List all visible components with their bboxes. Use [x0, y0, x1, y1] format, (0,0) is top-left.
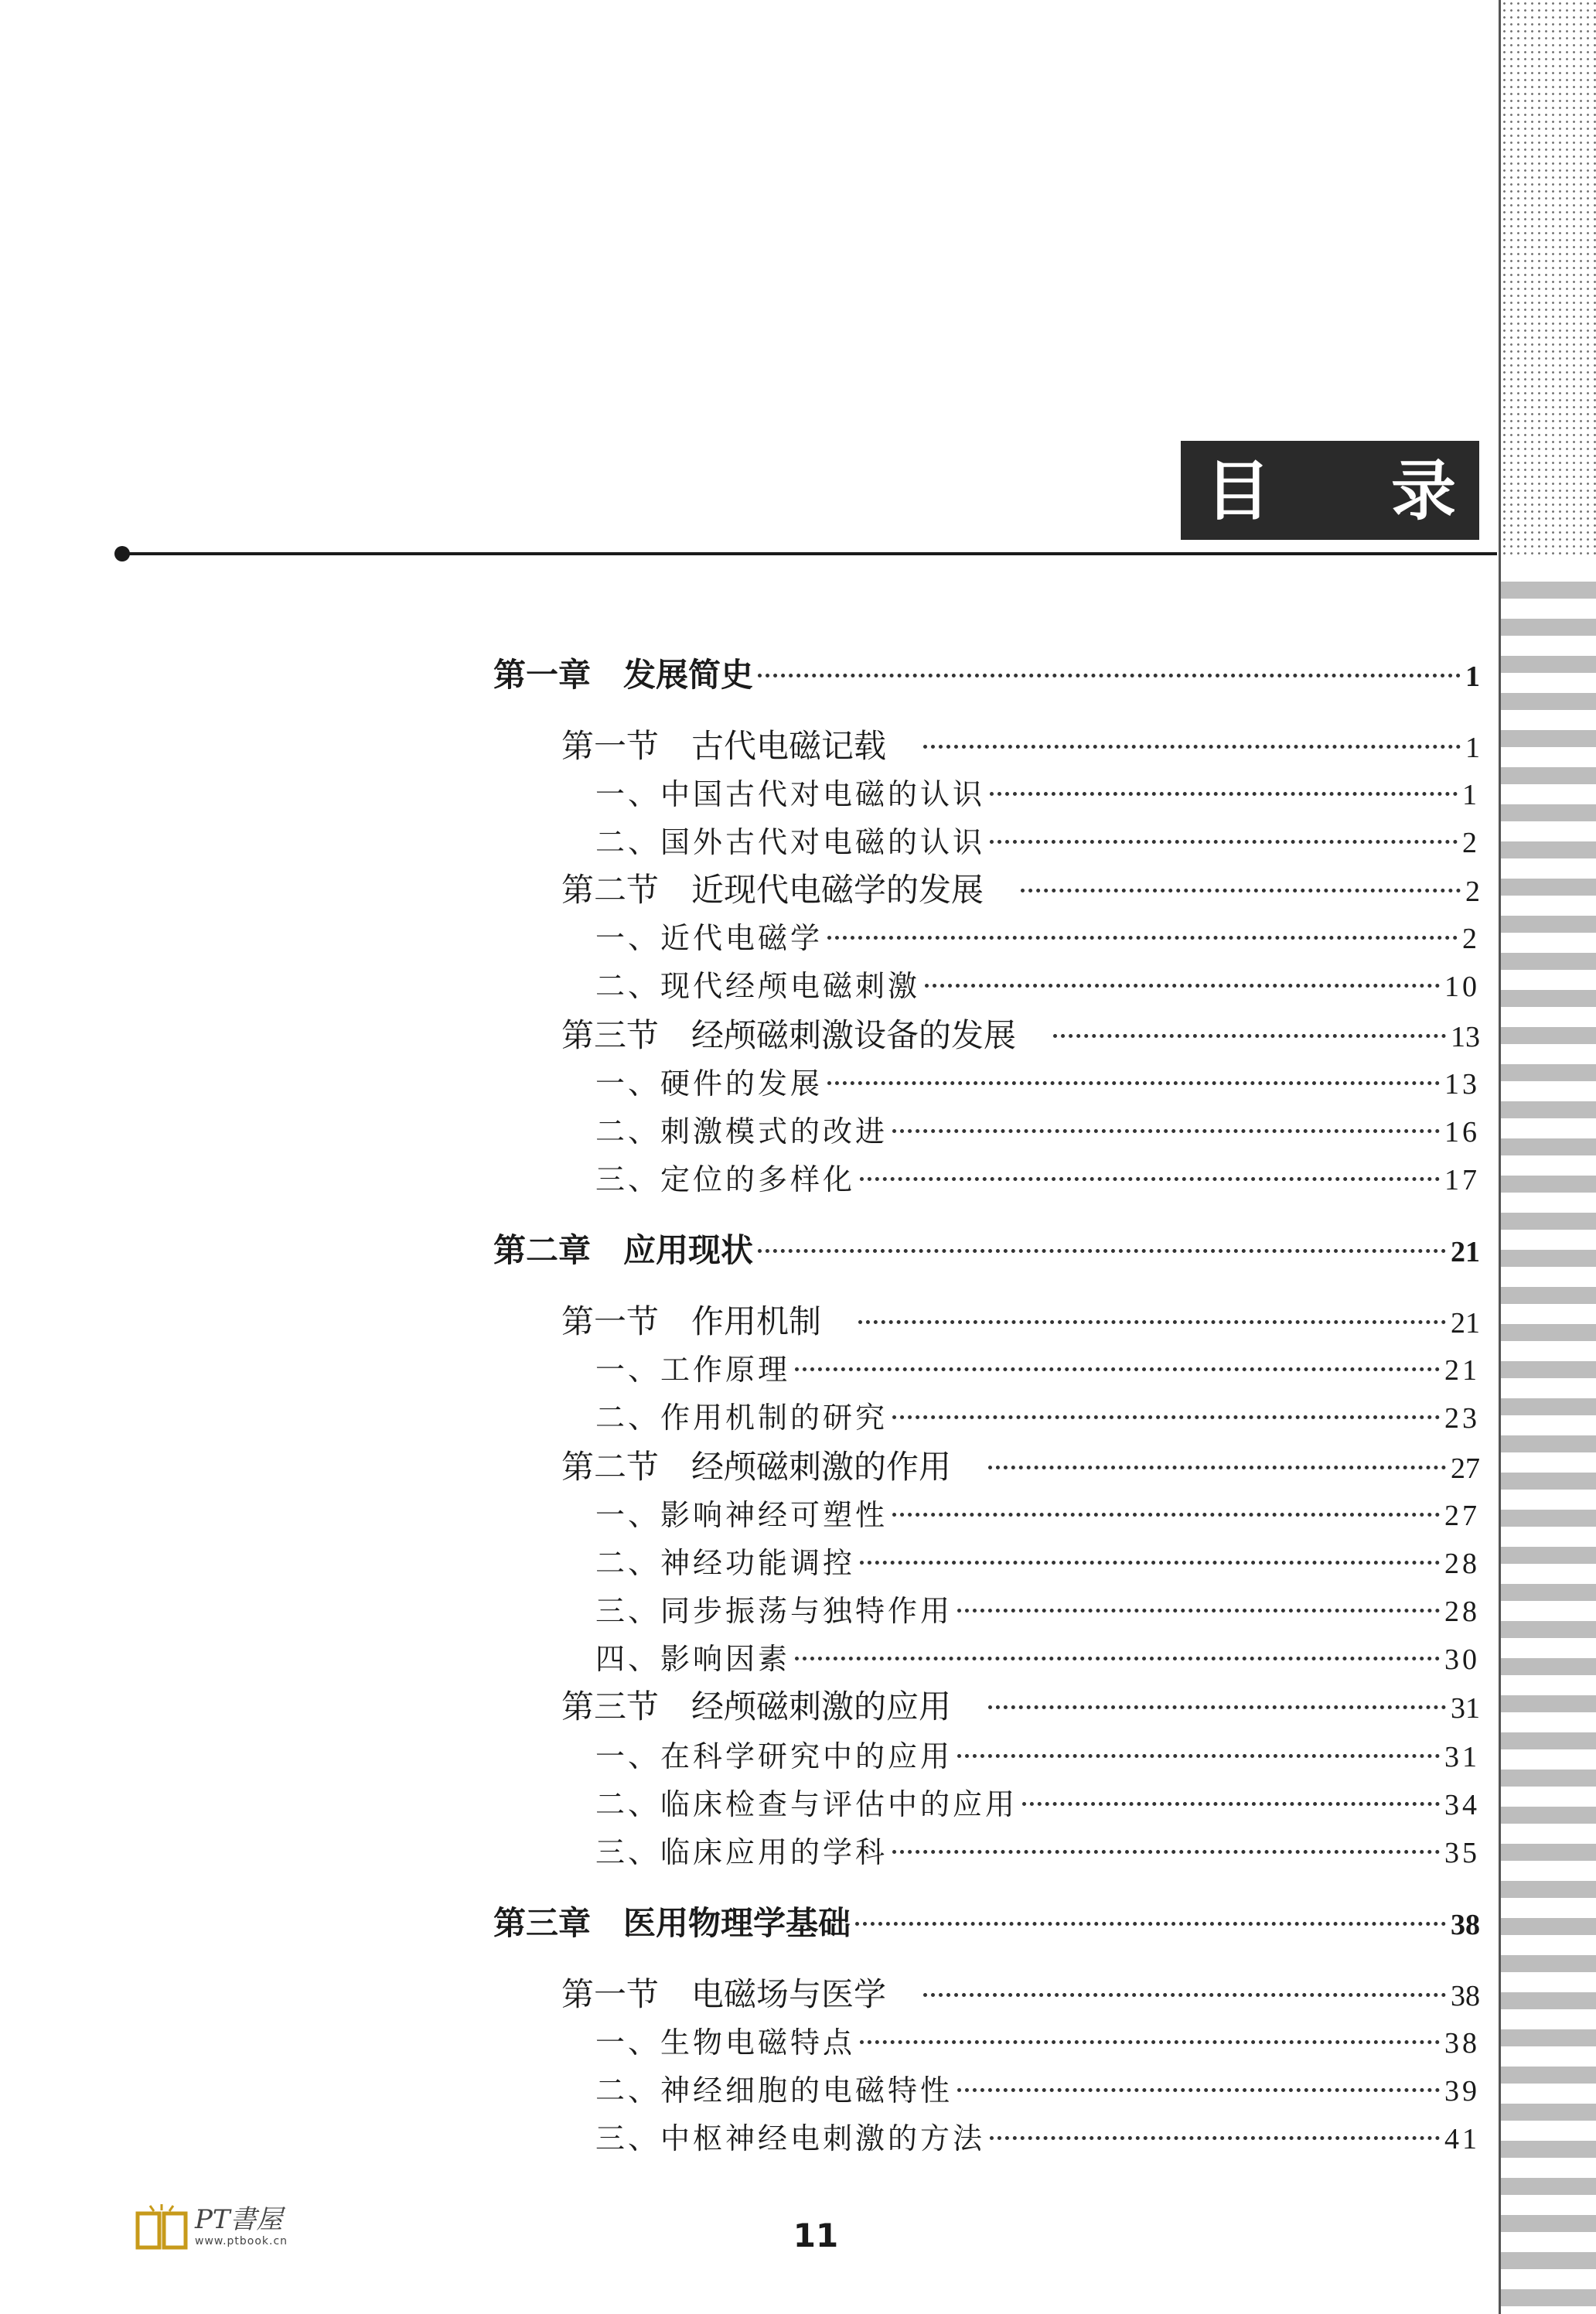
toc-label: 二、临床检查与评估中的应用 — [595, 1787, 1018, 1821]
toc-page-number: 30 — [1444, 1643, 1480, 1676]
toc-item — [595, 1397, 1480, 1439]
toc-item — [595, 1063, 1480, 1104]
toc-leader-dots — [795, 1367, 1440, 1371]
heading-char-1: 目 — [1206, 453, 1271, 529]
toc-leader-dots — [860, 2040, 1440, 2044]
toc-page-number: 21 — [1451, 1236, 1480, 1268]
toc-page-number: 1 — [1462, 779, 1480, 811]
toc-chapter — [493, 1903, 1480, 1944]
toc-label: 一、硬件的发展 — [595, 1067, 824, 1101]
toc-item — [595, 1349, 1480, 1391]
edge-striped-pattern — [1501, 582, 1596, 2314]
toc-leader-dots — [957, 1609, 1440, 1613]
toc-page-number: 21 — [1451, 1307, 1480, 1340]
toc-leader-dots — [923, 745, 1461, 749]
toc-item — [595, 1783, 1480, 1825]
toc-label: 第一章 发展简史 — [493, 656, 754, 694]
toc-page-number: 1 — [1465, 660, 1480, 693]
toc-label: 三、定位的多样化 — [595, 1162, 856, 1196]
toc-page-number: 38 — [1451, 1980, 1480, 2012]
toc-item — [595, 2022, 1480, 2063]
toc-leader-dots — [860, 1177, 1440, 1181]
toc-leader-dots — [795, 1657, 1440, 1660]
toc-leader-dots — [892, 1129, 1440, 1133]
toc-section — [561, 1301, 1480, 1343]
toc-item — [595, 1590, 1480, 1632]
toc-page-number: 39 — [1444, 2075, 1480, 2108]
toc-page-number: 35 — [1444, 1837, 1480, 1869]
toc-label: 二、神经细胞的电磁特性 — [595, 2073, 953, 2108]
toc-label: 二、国外古代对电磁的认识 — [595, 825, 986, 859]
toc-label: 第一节 古代电磁记载 — [561, 727, 919, 765]
toc-label: 一、生物电磁特点 — [595, 2026, 856, 2060]
page-edge-strip — [1499, 0, 1596, 2314]
toc-item — [595, 917, 1480, 959]
toc-leader-dots — [858, 1320, 1446, 1324]
toc-page-number: 31 — [1451, 1692, 1480, 1725]
toc-page-number: 38 — [1444, 2027, 1480, 2060]
toc-leader-dots — [957, 1754, 1440, 1758]
toc-leader-dots — [855, 1922, 1446, 1926]
toc-section — [561, 1686, 1480, 1728]
toc-label: 第二节 经颅磁刺激的作用 — [561, 1448, 984, 1486]
toc-item — [595, 821, 1480, 863]
toc-item — [595, 1831, 1480, 1873]
toc-leader-dots — [990, 2136, 1440, 2140]
toc-leader-dots — [990, 792, 1458, 796]
toc-label: 四、影响因素 — [595, 1642, 791, 1676]
toc-page-number: 1 — [1465, 732, 1480, 764]
toc-label: 一、影响神经可塑性 — [595, 1498, 888, 1532]
book-icon — [133, 2203, 190, 2252]
toc-page-number: 13 — [1451, 1021, 1480, 1053]
toc-item — [595, 1494, 1480, 1536]
toc-item — [595, 1159, 1480, 1200]
toc-page-number: 2 — [1462, 923, 1480, 955]
toc-leader-dots — [1022, 1802, 1440, 1806]
toc-item — [595, 2070, 1480, 2111]
toc-label: 二、作用机制的研究 — [595, 1401, 888, 1435]
toc-page-number: 28 — [1444, 1596, 1480, 1628]
toc-label: 三、中枢神经电刺激的方法 — [595, 2121, 986, 2155]
toc-leader-dots — [988, 1705, 1446, 1709]
toc-leader-dots — [1053, 1034, 1446, 1038]
toc-label: 一、在科学研究中的应用 — [595, 1739, 953, 1773]
toc-leader-dots — [990, 840, 1458, 844]
publisher-logo — [133, 2198, 334, 2260]
toc-page-number: 21 — [1444, 1354, 1480, 1387]
logo-url: www.ptbook.cn — [195, 2235, 288, 2247]
toc-leader-dots — [923, 1993, 1446, 1997]
toc-label: 一、中国古代对电磁的认识 — [595, 777, 986, 811]
toc-leader-dots — [758, 674, 1461, 677]
toc-label: 一、近代电磁学 — [595, 921, 824, 955]
toc-label: 二、刺激模式的改进 — [595, 1114, 888, 1148]
toc-section — [561, 869, 1480, 911]
toc-page-number: 28 — [1444, 1548, 1480, 1580]
toc-label: 二、现代经颅电磁刺激 — [595, 969, 921, 1003]
toc-leader-dots — [925, 984, 1440, 988]
toc-section — [561, 1446, 1480, 1488]
toc-leader-dots — [860, 1561, 1440, 1565]
toc-label: 一、工作原理 — [595, 1353, 791, 1387]
logo-title: PT書屋 — [195, 2204, 283, 2235]
toc-label: 三、同步振荡与独特作用 — [595, 1594, 953, 1628]
toc-chapter — [493, 654, 1480, 696]
toc-chapter — [493, 1230, 1480, 1271]
toc-item — [595, 1542, 1480, 1584]
toc-leader-dots — [957, 2088, 1440, 2092]
toc-page-number: 17 — [1444, 1164, 1480, 1196]
toc-page-number: 27 — [1451, 1452, 1480, 1485]
toc-page-number: 2 — [1465, 875, 1480, 908]
toc-label: 三、临床应用的学科 — [595, 1835, 888, 1869]
toc-page-number: 34 — [1444, 1789, 1480, 1821]
toc-leader-dots — [758, 1249, 1446, 1253]
toc-page-number: 16 — [1444, 1116, 1480, 1148]
toc-page-number: 23 — [1444, 1402, 1480, 1435]
toc-leader-dots — [827, 936, 1458, 940]
toc-page-number: 27 — [1444, 1500, 1480, 1532]
toc-section — [561, 725, 1480, 767]
page-number: 11 — [793, 2217, 839, 2254]
toc-label: 二、神经功能调控 — [595, 1546, 856, 1580]
toc-leader-dots — [827, 1081, 1440, 1085]
toc-leader-dots — [892, 1513, 1440, 1517]
heading-char-2: 录 — [1391, 453, 1457, 529]
toc-label: 第一节 电磁场与医学 — [561, 1975, 919, 2013]
toc-label: 第三节 经颅磁刺激的应用 — [561, 1688, 984, 1725]
toc-page-number: 38 — [1451, 1909, 1480, 1941]
toc-item — [595, 1111, 1480, 1152]
toc-label: 第一节 作用机制 — [561, 1302, 854, 1340]
toc-label: 第三节 经颅磁刺激设备的发展 — [561, 1016, 1049, 1054]
toc-item — [595, 773, 1480, 815]
toc-label: 第三章 医用物理学基础 — [493, 1904, 851, 1942]
toc-leader-dots — [892, 1415, 1440, 1419]
toc-leader-dots — [1021, 889, 1461, 892]
toc-label: 第二节 近现代电磁学的发展 — [561, 871, 1017, 909]
edge-dotted-pattern — [1501, 0, 1596, 558]
toc-label: 第二章 应用现状 — [493, 1231, 754, 1269]
toc-item — [595, 2118, 1480, 2159]
toc-section — [561, 1015, 1480, 1056]
toc-page-number: 2 — [1462, 827, 1480, 859]
toc-page-number: 41 — [1444, 2123, 1480, 2155]
toc-page-number: 10 — [1444, 971, 1480, 1003]
toc-section — [561, 1974, 1480, 2015]
toc-page-number: 31 — [1444, 1741, 1480, 1773]
toc-item — [595, 1638, 1480, 1680]
toc-leader-dots — [892, 1850, 1440, 1854]
toc-item — [595, 965, 1480, 1007]
toc-leader-dots — [988, 1466, 1446, 1469]
toc-item — [595, 1736, 1480, 1777]
toc-page-number: 13 — [1444, 1068, 1480, 1101]
